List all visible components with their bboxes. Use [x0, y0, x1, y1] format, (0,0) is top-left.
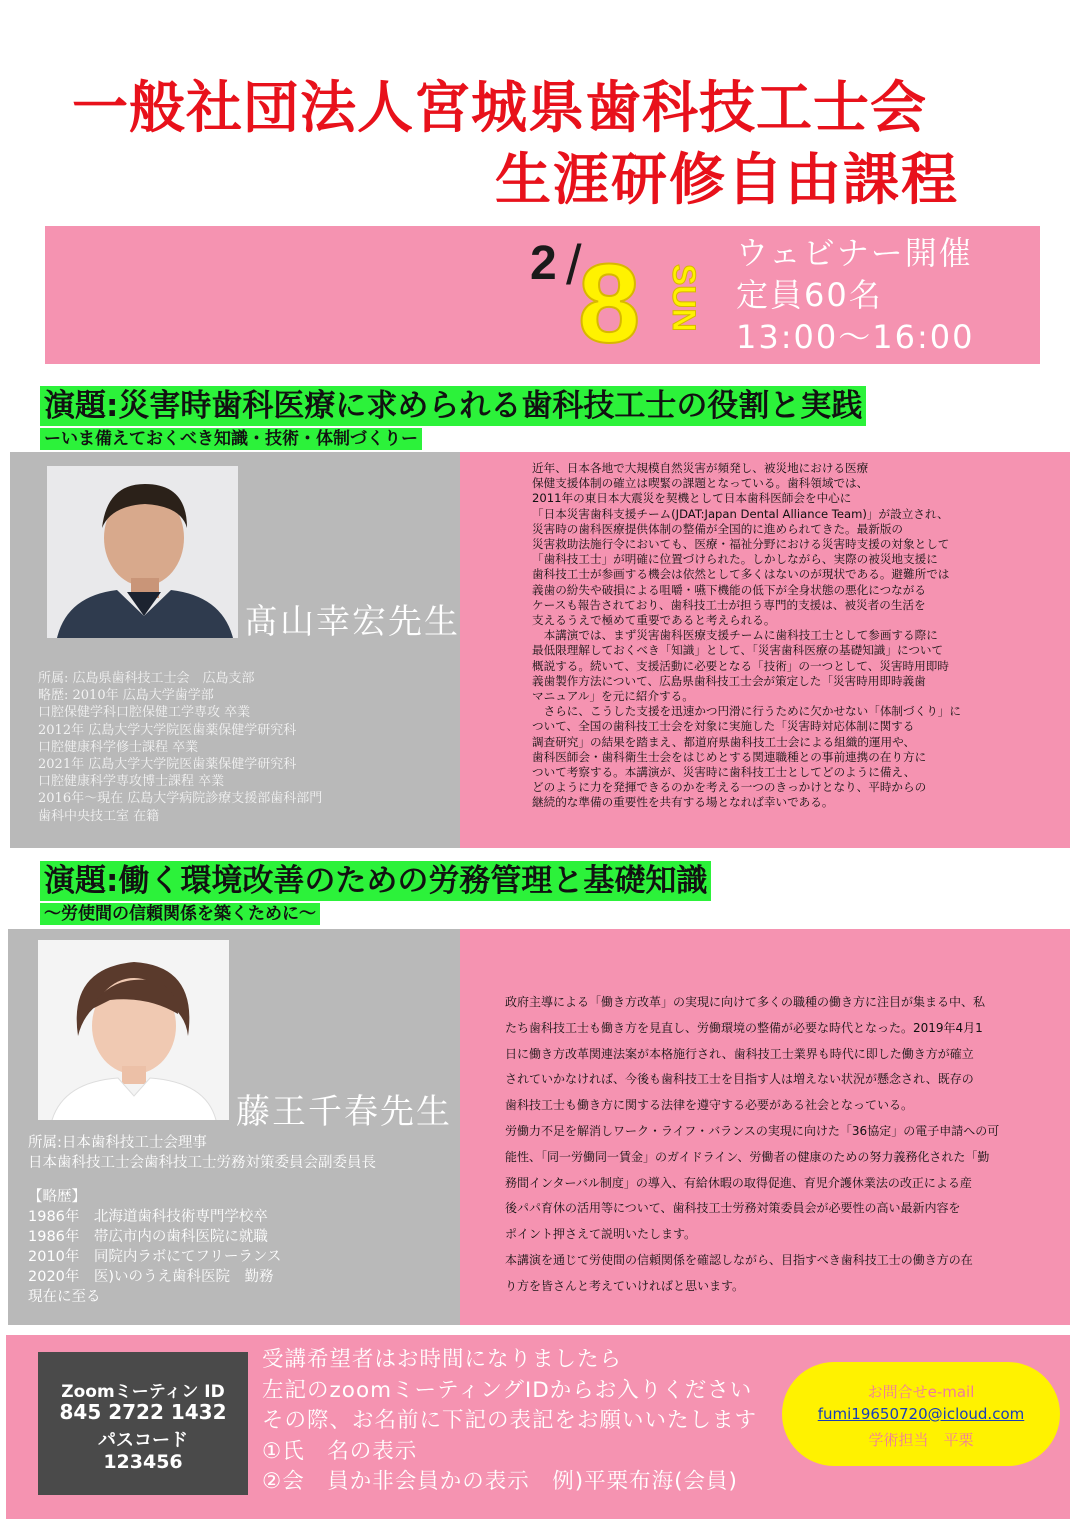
abstract-line: 義歯の紛失や破損による咀嚼・嚥下機能の低下が全身状態の悪化につながる — [532, 582, 926, 597]
abstract-line: 近年、日本各地で大規模自然災害が頻発し、被災地における医療 — [532, 461, 869, 475]
speaker1-profile — [38, 670, 322, 825]
history-line: 2010年 同院内ラボにてフリーランス — [28, 1249, 282, 1265]
abstract-line: 務間インターバル制度」の導入、有給休暇の取得促進、育児介護休業法の改正による産 — [505, 1175, 972, 1190]
contact-email-link[interactable]: fumi19650720@icloud.com — [817, 1405, 1025, 1423]
speaker2-profile — [28, 1133, 376, 1307]
abstract-line: 歯科医師会・歯科衛生士会をはじめとする関連職種との事前連携の在り方に — [532, 749, 927, 764]
profile-line: 歯科中央技工室 在籍 — [38, 808, 160, 824]
sub-title: 生涯研修自由課程 — [495, 148, 959, 213]
abstract-line: 歯科技工士が参画する機会は依然として多くはないのが現状である。避難所では — [532, 567, 950, 582]
lecture2-subtopic: 〜労使間の信頼関係を築くために〜 — [40, 903, 320, 925]
abstract-line: 義歯製作方法について、広島県歯科技工士会が策定した「災害時用即時義歯 — [532, 673, 926, 688]
abstract-line: どのように力を発揮できるのかを考える一つのきっかけとなり、平時からの — [532, 780, 927, 795]
abstract-line: されていかなければ、今後も歯科技工士を目指す人は増えない状況が懸念され、既存の — [505, 1072, 974, 1087]
zoom-label: Zoomミーティン ID — [61, 1382, 225, 1402]
history-heading: 【略歴】 — [28, 1189, 86, 1205]
event-day: 8 — [578, 241, 641, 366]
contact-person: 学術担当 平栗 — [868, 1431, 974, 1449]
instruction-line: ②会 員か非会員かの表示 例)平栗布海(会員) — [262, 1469, 738, 1494]
lecture1-abstract — [532, 461, 1022, 811]
abstract-line: ポイント押さえて説明いたします。 — [505, 1227, 697, 1242]
history-line: 1986年 帯広市内の歯科医院に就職 — [28, 1229, 268, 1245]
event-capacity: 定員60名 — [736, 276, 883, 314]
abstract-line: り方を皆さんと考えていければと思います。 — [505, 1278, 745, 1293]
affiliation-line: 所属:日本歯科技工士会理事 — [28, 1135, 207, 1151]
main-title: 一般社団法人宮城県歯科技工士会 — [72, 76, 927, 141]
profile-line: 略歴: 2010年 広島大学歯学部 — [38, 688, 214, 704]
abstract-line: 「日本災害歯科支援チーム(JDAT:Japan Dental Alliance Team)」が設立され、 — [532, 506, 949, 521]
event-time: 13:00〜16:00 — [736, 318, 975, 356]
abstract-line: 概説する。続いて、支援活動に必要となる「技術」の一つとして、災害時用即時 — [532, 658, 949, 673]
history-line: 2020年 医)いのうえ歯科医院 勤務 — [28, 1269, 274, 1285]
speaker2-name: 藤王千春先生 — [236, 1092, 452, 1132]
passcode-label: パスコード — [98, 1430, 188, 1451]
abstract-line: 支えるうえで極めて重要であると考えられる。 — [532, 613, 776, 628]
zoom-passcode: 123456 — [103, 1451, 183, 1473]
abstract-line: 能性、「同一労働同一賃金」のガイドライン、労働者の健康のための努力義務化された「勤 — [505, 1149, 990, 1164]
profile-line: 口腔健康科学修士課程 卒業 — [38, 739, 199, 755]
abstract-line: ケースも報告されており、歯科技工士が担う専門的支援は、被災者の生活を — [532, 597, 926, 612]
profile-line: 2016年〜現在 広島大学病院診療支援部歯科部門 — [38, 791, 323, 807]
history-line: 1986年 北海道歯科技術専門学校卒 — [28, 1209, 268, 1225]
abstract-line: ついて、全国の歯科技工士会を対象に実施した「災害時対応体制に関する — [532, 719, 915, 734]
abstract-line: マニュアル」を元に紹介する。 — [532, 689, 694, 704]
date-slash: / — [566, 233, 582, 296]
abstract-line: 災害時の歯科医療提供体制の整備が全国的に進められてきた。最新版の — [532, 521, 904, 536]
history-line: 現在に至る — [28, 1289, 101, 1305]
profile-line: 2012年 広島大学大学院医歯薬保健学研究科 — [38, 722, 297, 738]
affiliation-line: 日本歯科技工士会歯科技工士労務対策委員会副委員長 — [28, 1155, 376, 1171]
lecture2-abstract — [505, 990, 1045, 1300]
speaker1-name: 髙山幸宏先生 — [244, 602, 460, 642]
abstract-line: 本講演を通じて労使間の信頼関係を確認しながら、目指すべき歯科技工士の働き方の在 — [505, 1252, 973, 1267]
zoom-meeting-id: 845 2722 1432 — [59, 1400, 227, 1424]
lecture1-topic: 演題:災害時歯科医療に求められる歯科技工士の役割と実践 — [40, 386, 866, 426]
instruction-line: 受講希望者はお時間になりましたら — [262, 1347, 623, 1372]
profile-line: 口腔保健学科口腔保健工学専攻 卒業 — [38, 705, 251, 721]
abstract-line: ついて考察する。本講演が、災害時に歯科技工士としてどのように備え、 — [532, 765, 916, 780]
profile-line: 所属: 広島県歯科技工士会 広島支部 — [38, 671, 255, 686]
event-format: ウェビナー開催 — [736, 234, 973, 272]
instruction-line: その際、お名前に下記の表記をお願いいたします — [262, 1408, 758, 1433]
abstract-line: さらに、こうした支援を迅速かつ円滑に行うために欠かせない「体制づくり」に — [532, 704, 961, 719]
abstract-line: 最低限理解しておくべき「知識」として、「災害歯科医療の基礎知識」について — [532, 643, 944, 658]
lecture2-topic: 演題:働く環境改善のための労務管理と基礎知識 — [40, 861, 711, 901]
abstract-line: たち歯科技工士も働き方を見直し、労働環境の整備が必要な時代となった。2019年4月1 — [505, 1020, 983, 1035]
abstract-line: 「歯科技工士」が明確に位置づけられた。しかしながら、実際の被災地支援に — [532, 552, 938, 567]
profile-line: 口腔健康科学専攻博士課程 卒業 — [38, 774, 225, 790]
lecture1-subtopic: ーいま備えておくべき知識・技術・体制づくりー — [40, 428, 422, 450]
footer-instructions — [262, 1345, 757, 1498]
instruction-line: ①氏 名の表示 — [262, 1438, 418, 1464]
contact-title: お問合せe-mail — [867, 1383, 975, 1401]
abstract-line: 災害救助法施行令においても、医療・福祉分野における災害時支援の対象として — [532, 537, 950, 552]
abstract-line: 労働力不足を解消しワーク・ライフ・バランスの実現に向けた「36協定」の電子申請への可 — [505, 1123, 1000, 1138]
event-weekday: SUN — [666, 264, 702, 332]
instruction-line: 左記のzoomミーティングIDからお入りください — [262, 1377, 753, 1403]
abstract-line: 調査研究」の結果を踏まえ、都道府県歯科技工士会による組織的運用や、 — [532, 734, 916, 749]
speaker1-photo — [47, 466, 238, 638]
abstract-line: 日に働き方改革関連法案が本格施行され、歯科技工士業界も時代に即した働き方が確立 — [505, 1046, 974, 1061]
abstract-line: 歯科技工士も働き方に関する法律を遵守する必要がある社会となっている。 — [505, 1098, 914, 1113]
speaker2-photo — [38, 940, 229, 1120]
abstract-line: 保健支援体制の確立は喫緊の課題となっている。歯科領域では、 — [532, 476, 869, 491]
abstract-line: 後パパ育休の活用等について、歯科技工士労務対策委員会が必要性の高い最新内容を — [505, 1201, 961, 1216]
abstract-line: 本講演では、まず災害歯科医療支援チームに歯科技工士として参画する際に — [532, 628, 938, 643]
abstract-line: 政府主導による「働き方改革」の実現に向けて多くの職種の働き方に注目が集まる中、私 — [505, 995, 986, 1009]
event-month: 2 — [530, 237, 557, 290]
abstract-line: 継続的な準備の重要性を共有する場となれば幸いである。 — [532, 795, 834, 810]
abstract-line: 2011年の東日本大震災を契機として日本歯科医師会を中心に — [532, 491, 852, 506]
profile-line: 2021年 広島大学大学院医歯薬保健学研究科 — [38, 757, 297, 773]
